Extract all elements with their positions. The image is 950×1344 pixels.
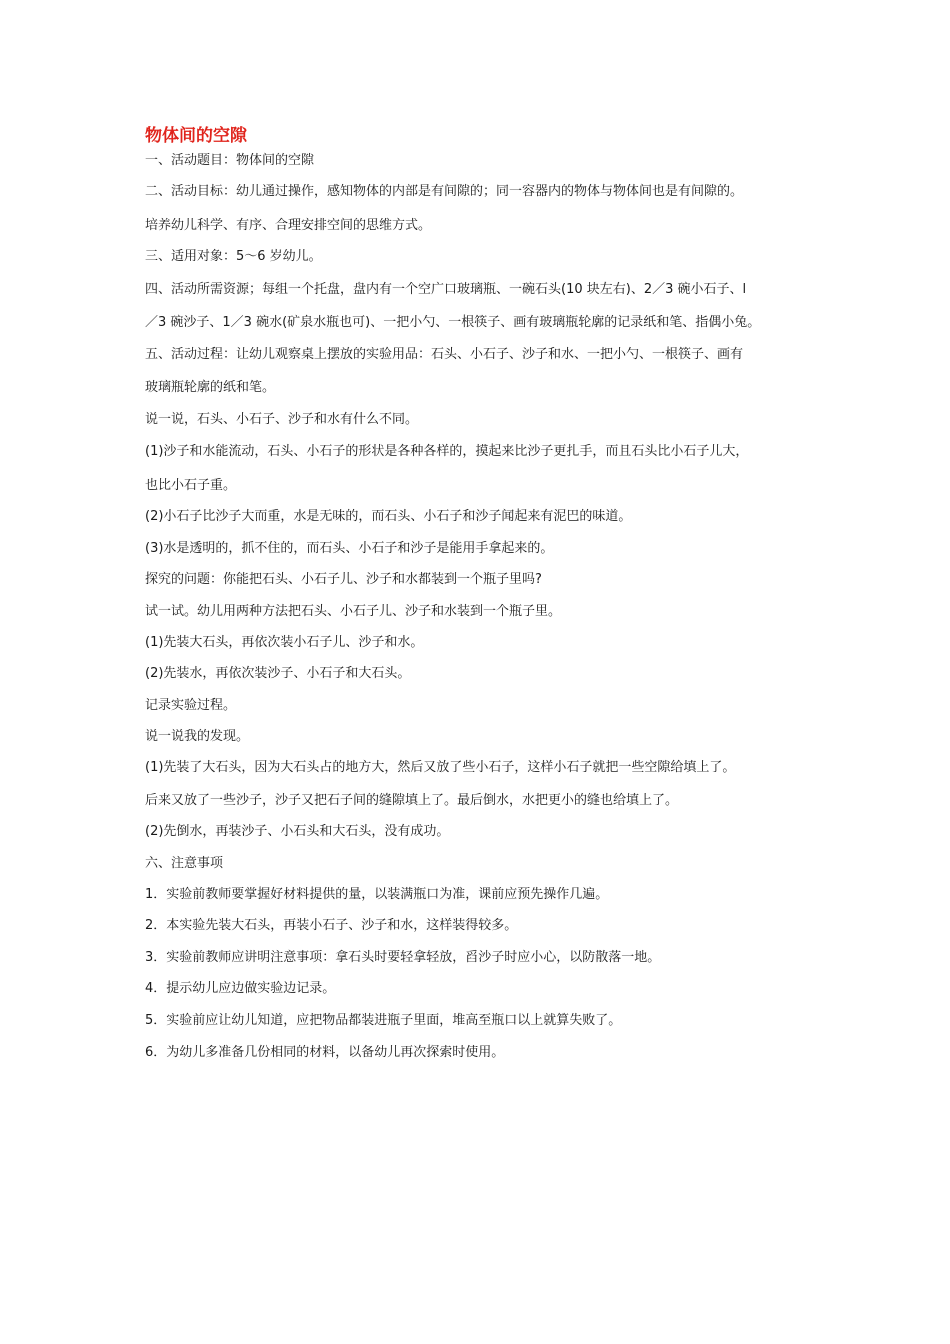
line-notes-heading: 六、注意事项 [145,856,224,871]
line-point-3: (3)水是透明的，抓不住的，而石头、小石子和沙子是能用手拿起来的。 [145,541,554,556]
line-findings: 说一说我的发现。 [145,729,250,744]
line-discuss: 说一说，石头、小石子、沙子和水有什么不同。 [145,412,419,427]
line-process-cont: 玻璃瓶轮廓的纸和笔。 [145,380,276,395]
line-finding-1: (1)先装了大石头，因为大石头占的地方大，然后又放了些小石子，这样小石子就把一些空隙给填上了。 [145,760,736,775]
line-target-audience: 三、适用对象：5～6 岁幼儿。 [145,249,322,264]
line-note-6: 6．为幼儿多准备几份相同的材料，以备幼儿再次探索时使用。 [145,1045,505,1060]
line-activity-goal: 二、活动目标：幼儿通过操作，感知物体的内部是有间隙的；同一容器内的物体与物体间也是有间隙的。 [145,184,744,199]
line-method-2: (2)先装水，再依次装沙子、小石子和大石头。 [145,666,411,681]
line-process: 五、活动过程：让幼儿观察桌上摆放的实验用品：石头、小石子、沙子和水、一把小勺、一根筷子、画有 [145,347,744,362]
line-note-4: 4．提示幼儿应边做实验边记录。 [145,981,336,996]
line-finding-2: (2)先倒水，再装沙子、小石头和大石头，没有成功。 [145,824,450,839]
document-title: 物体间的空隙 [145,126,247,146]
line-note-5: 5．实验前应让幼儿知道，应把物品都装进瓶子里面，堆高至瓶口以上就算失败了。 [145,1013,622,1028]
line-try: 试一试。幼儿用两种方法把石头、小石子儿、沙子和水装到一个瓶子里。 [145,604,562,619]
line-finding-1-cont: 后来又放了一些沙子，沙子又把石子间的缝隙填上了。最后倒水，水把更小的缝也给填上了。 [145,793,679,808]
line-note-3: 3．实验前教师应讲明注意事项：拿石头时要轻拿轻放，舀沙子时应小心，以防散落一地。 [145,950,661,965]
line-question: 探究的问题：你能把石头、小石子儿、沙子和水都装到一个瓶子里吗? [145,572,542,587]
line-method-1: (1)先装大石头，再依次装小石子儿、沙子和水。 [145,635,424,650]
line-point-1-cont: 也比小石子重。 [145,478,237,493]
line-resources: 四、活动所需资源；每组一个托盘，盘内有一个空广口玻璃瓶、一碗石头(10 块左右)、2／3 碗小石子、l [145,282,747,297]
line-point-1: (1)沙子和水能流动，石头、小石子的形状是各种各样的，摸起来比沙子更扎手，而且石头比小石子儿大， [145,444,749,459]
line-record: 记录实验过程。 [145,698,237,713]
line-resources-cont: ／3 碗沙子、1／3 碗水(矿泉水瓶也可)、一把小勺、一根筷子、画有玻璃瓶轮廓的记录纸和笔、指偶小兔。 [145,315,761,330]
line-note-2: 2．本实验先装大石头，再装小石子、沙子和水，这样装得较多。 [145,918,518,933]
line-activity-goal-cont: 培养幼儿科学、有序、合理安排空间的思维方式。 [145,218,432,233]
line-point-2: (2)小石子比沙子大而重，水是无味的，而石头、小石子和沙子闻起来有泥巴的味道。 [145,509,632,524]
line-note-1: 1．实验前教师要掌握好材料提供的量，以装满瓶口为准，课前应预先操作几遍。 [145,887,609,902]
line-activity-topic: 一、活动题目：物体间的空隙 [145,153,315,168]
